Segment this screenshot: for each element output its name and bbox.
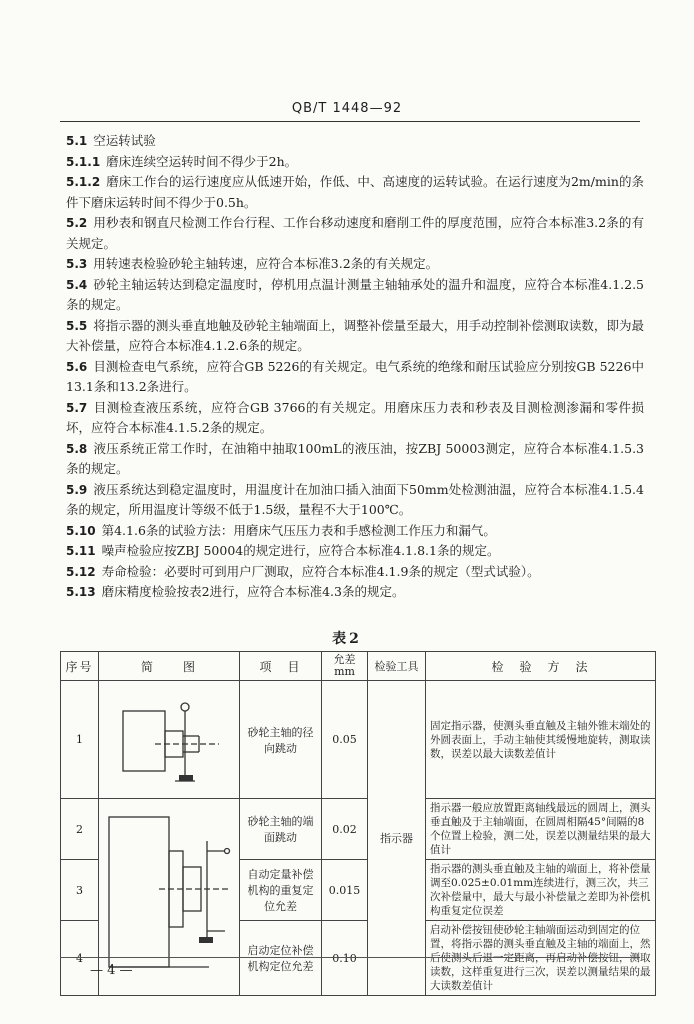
row-tolerance: 0.015 <box>322 860 368 921</box>
row-item: 砂轮主轴的端面跳动 <box>240 799 322 860</box>
section-5-3 <box>66 254 644 275</box>
section-5-7 <box>66 398 644 439</box>
spindle-face-sketch <box>99 811 239 981</box>
section-number: 5.4 <box>66 277 88 292</box>
body-text <box>66 131 644 603</box>
col-tool: 检验工具 <box>368 652 426 681</box>
row-seq: 4 <box>61 921 99 996</box>
section-number: 5.1.1 <box>66 154 101 169</box>
section-number: 5.1.2 <box>66 175 101 189</box>
section-text: 磨床连续空运转时间不得少于2h。 <box>106 153 298 169</box>
section-number: 5.9 <box>66 482 88 497</box>
col-tolerance <box>322 652 368 681</box>
table-header-row <box>61 652 656 681</box>
row-item: 砂轮主轴的径向跳动 <box>240 681 322 799</box>
section-text: 目测检查电气系统，应符合GB 5226的有关规定。电气系统的绝缘和耐压试验应分别按GB 5226中13.1条和13.2条进行。 <box>66 358 644 394</box>
section-text: 液压系统正常工作时，在油箱中抽取100mL的液压油，按ZBJ 50003测定，应符合本标准4.1.5.3条的规定。 <box>66 440 644 476</box>
col-diagram: 简 图 <box>99 652 240 681</box>
section-5-12 <box>66 562 644 583</box>
row-method: 启动补偿按钮使砂轮主轴端面运动到固定的位置，将指示器的测头垂直触及主轴的端面上，然后使测头后退一定距离，再启动补偿按钮，测取读数，这样重复进行三次，误差以测量结果的最大读数差值计 <box>426 921 656 996</box>
row-seq: 3 <box>61 860 99 921</box>
section-number: 5.1 <box>66 134 88 148</box>
section-5-11 <box>66 541 644 562</box>
page-number: — 4 — <box>90 963 133 978</box>
row-tolerance: 0.05 <box>322 681 368 799</box>
row-method: 固定指示器，使测头垂直触及主轴外锥末端处的外圆表面上，手动主轴使其缓慢地旋转，测取读数，误差以最大读数差值计 <box>426 681 656 799</box>
col-tolerance-unit: mm <box>334 665 355 678</box>
section-5-5 <box>66 316 644 357</box>
table-title: 表2 <box>332 631 362 647</box>
section-text: 目测检查液压系统，应符合GB 3766的有关规定。用磨床压力表和秒表及目测检测渗漏和零件损坏，应符合本标准4.1.5.2条的规定。 <box>66 399 644 435</box>
section-number: 5.10 <box>66 523 96 538</box>
section-text: 砂轮主轴运转达到稳定温度时，停机用点温计测量主轴轴承处的温升和温度，应符合本标准4.1.2.5条的规定。 <box>66 276 644 312</box>
section-5-9 <box>66 480 644 521</box>
table-row <box>61 799 656 860</box>
row-seq: 1 <box>61 681 99 799</box>
section-number: 5.12 <box>66 564 96 579</box>
section-number: 5.2 <box>66 216 88 230</box>
section-5-13 <box>66 582 644 603</box>
section-5-8 <box>66 439 644 480</box>
table-row <box>61 681 656 799</box>
section-text: 用秒表和钢直尺检测工作台行程、工作台移动速度和磨削工件的厚度范围，应符合本标准3.2条的有关规定。 <box>66 215 644 251</box>
section-5-1-1 <box>66 152 644 173</box>
col-method: 检 验 方 法 <box>426 652 656 681</box>
section-text: 磨床精度检验按表2进行，应符合本标准4.3条的规定。 <box>101 584 405 599</box>
spindle-radial-diagram <box>99 681 240 799</box>
header-rule <box>60 121 640 122</box>
accuracy-table <box>60 651 656 996</box>
section-number: 5.13 <box>66 585 96 599</box>
tool-cell: 指示器 <box>368 681 426 996</box>
section-5-2 <box>66 213 644 254</box>
col-tolerance-label: 允差 <box>333 653 356 666</box>
section-5-1 <box>66 131 644 152</box>
section-5-10 <box>66 521 644 542</box>
row-tolerance: 0.10 <box>322 921 368 996</box>
section-text: 液压系统达到稳定温度时，用温度计在加油口插入油面下50mm处检测油温，应符合本标准4.1.5.4条的规定，所用温度计等级不低于1.5级，量程不大于100℃。 <box>66 481 644 517</box>
row-item: 自动定量补偿机构的重复定位允差 <box>240 860 322 921</box>
footer-rule <box>60 957 640 958</box>
section-text: 磨床工作台的运行速度应从低速开始，作低、中、高速度的运转试验。在运行速度为2m/min的条件下磨床运转时间不得少于0.5h。 <box>66 174 644 210</box>
spindle-radial-sketch <box>99 681 239 795</box>
section-5-6 <box>66 357 644 398</box>
section-number: 5.3 <box>66 257 88 271</box>
section-text: 空运转试验 <box>93 133 156 148</box>
row-seq: 2 <box>61 799 99 860</box>
row-method: 指示器一般应放置距离轴线最远的圆周上，测头垂直触及于主轴端面，在圆周相隔45°间隔的8个位置上检验，测二处，误差以测量结果的最大值计 <box>426 799 656 860</box>
col-item: 项 目 <box>240 652 322 681</box>
section-5-4 <box>66 275 644 316</box>
col-seq: 序号 <box>61 652 99 681</box>
section-text: 噪声检验应按ZBJ 50004的规定进行，应符合本标准4.1.8.1条的规定。 <box>101 543 500 558</box>
section-number: 5.5 <box>66 318 88 333</box>
row-item: 启动定位补偿机构定位允差 <box>240 921 322 996</box>
section-number: 5.6 <box>66 359 88 374</box>
section-5-1-2 <box>66 172 644 213</box>
section-text: 用转速表检验砂轮主轴转速，应符合本标准3.2条的有关规定。 <box>93 256 439 271</box>
row-tolerance: 0.02 <box>322 799 368 860</box>
section-number: 5.7 <box>66 400 88 415</box>
section-text: 第4.1.6条的试验方法：用磨床气压压力表和手感检测工作压力和漏气。 <box>101 522 496 538</box>
section-text: 寿命检验：必要时可到用户厂测取，应符合本标准4.1.9条的规定（型式试验）。 <box>101 563 540 579</box>
page-header: QB/T 1448—92 <box>291 101 403 116</box>
row-method: 指示器的测头垂直触及主轴的端面上，将补偿量调至0.025±0.01mm连续进行，测三次，共三次补偿量中，最大与最小补偿量之差即为补偿机构重复定位误差 <box>426 860 656 921</box>
section-number: 5.11 <box>66 544 96 558</box>
section-number: 5.8 <box>66 441 88 456</box>
section-text: 将指示器的测头垂直地触及砂轮主轴端面上，调整补偿量至最大，用手动控制补偿测取读数，即为最大补偿量，应符合本标准4.1.2.6条的规定。 <box>66 317 644 353</box>
